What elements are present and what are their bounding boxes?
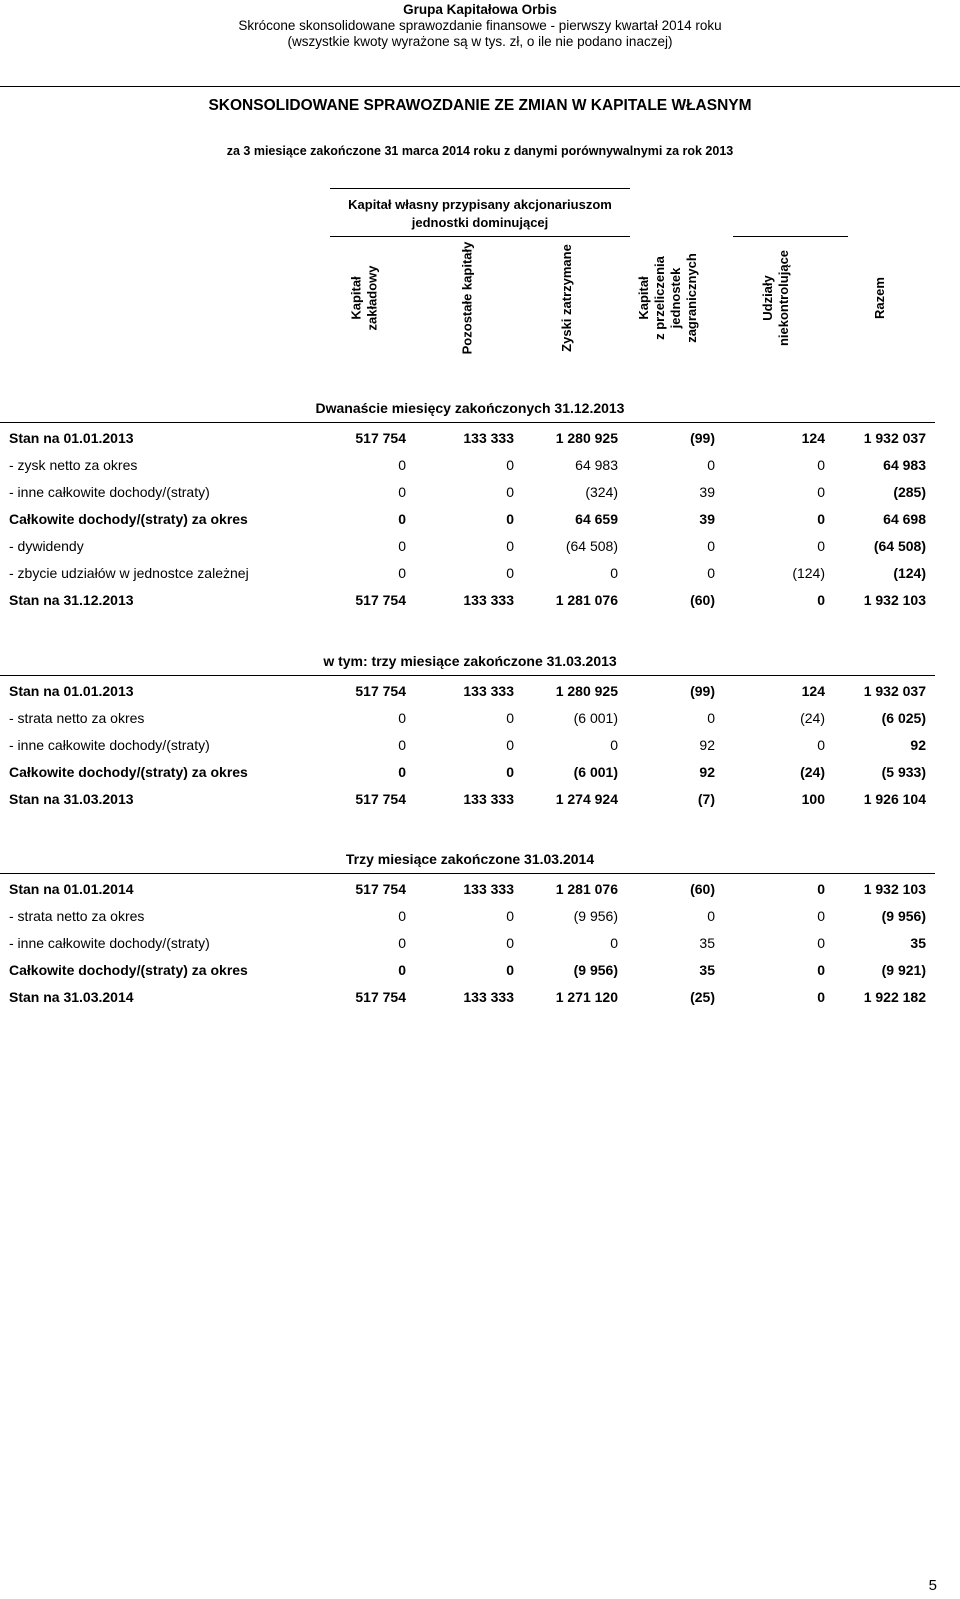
cell-value: 1 922 182 <box>863 989 926 1005</box>
cell-value: 0 <box>610 935 618 951</box>
row-label: Stan na 31.03.2013 <box>9 791 134 807</box>
cell-value: 0 <box>506 908 514 924</box>
cell-value: (7) <box>697 791 715 807</box>
cell-value: 0 <box>398 962 406 978</box>
cell-value: (99) <box>690 430 715 446</box>
group-header: Kapitał własny przypisany akcjonariuszom jednostki dominującej <box>348 197 612 230</box>
row-label: Całkowite dochody/(straty) za okres <box>9 511 248 527</box>
cell-value: 0 <box>817 962 825 978</box>
cell-value: 64 659 <box>575 511 618 527</box>
cell-value: 35 <box>699 962 715 978</box>
cell-value: 0 <box>506 935 514 951</box>
header-rule <box>0 86 960 87</box>
cell-value: 1 271 120 <box>555 989 618 1005</box>
column-header-2: Pozostałe kapitały <box>458 241 474 355</box>
cell-value: 0 <box>506 457 514 473</box>
cell-value: (60) <box>690 592 715 608</box>
cell-value: 0 <box>398 935 406 951</box>
cell-value: 133 333 <box>463 989 514 1005</box>
table-row <box>0 710 960 730</box>
cell-value: 92 <box>699 764 715 780</box>
cell-value: 1 932 037 <box>863 683 926 699</box>
column-header-5: Udziały niekontrolujące <box>760 249 792 347</box>
cell-value: 133 333 <box>463 592 514 608</box>
column-header-6: Razem <box>871 277 887 319</box>
cell-value: 133 333 <box>463 430 514 446</box>
cell-value: (6 001) <box>573 710 618 726</box>
statement-title: SKONSOLIDOWANE SPRAWOZDANIE ZE ZMIAN W KAPITALE WŁASNYM <box>208 97 752 114</box>
cell-value: 517 754 <box>355 592 406 608</box>
row-label: - strata netto za okres <box>9 908 145 924</box>
company-name: Grupa Kapitałowa Orbis <box>403 2 557 17</box>
cell-value: 0 <box>506 565 514 581</box>
table-row <box>0 791 960 811</box>
cell-value: 0 <box>398 565 406 581</box>
cell-value: 133 333 <box>463 683 514 699</box>
cell-value: 35 <box>910 935 926 951</box>
group-header-rule <box>330 188 630 189</box>
column-header-3: Zyski zatrzymane <box>558 244 574 352</box>
row-label: Całkowite dochody/(straty) za okres <box>9 764 248 780</box>
row-label: - dywidendy <box>9 538 84 554</box>
table-row <box>0 430 960 450</box>
cell-value: 0 <box>506 511 514 527</box>
section-title: w tym: trzy miesiące zakończone 31.03.2013 <box>323 653 617 669</box>
cell-value: 0 <box>707 710 715 726</box>
cell-value: 0 <box>817 935 825 951</box>
cell-value: 0 <box>817 592 825 608</box>
table-row <box>0 683 960 703</box>
cell-value: (124) <box>893 565 926 581</box>
cell-value: 0 <box>817 538 825 554</box>
cell-value: (60) <box>690 881 715 897</box>
cell-value: 64 983 <box>883 457 926 473</box>
cell-value: 0 <box>707 457 715 473</box>
section-rule <box>0 422 935 423</box>
table-row <box>0 565 960 585</box>
cell-value: 1 932 103 <box>863 592 926 608</box>
report-name: Skrócone skonsolidowane sprawozdanie finansowe - pierwszy kwartał 2014 roku <box>238 18 722 33</box>
table-row <box>0 881 960 901</box>
cell-value: 64 698 <box>883 511 926 527</box>
cell-value: 133 333 <box>463 881 514 897</box>
row-label: Stan na 31.03.2014 <box>9 989 134 1005</box>
cell-value: 1 281 076 <box>555 592 618 608</box>
cell-value: (9 921) <box>881 962 926 978</box>
cell-value: (9 956) <box>573 962 618 978</box>
column-header-4: Kapitał z przeliczenia jednostek zagranicznych <box>635 253 699 343</box>
cell-value: 517 754 <box>355 683 406 699</box>
table-row <box>0 737 960 757</box>
cell-value: 0 <box>398 764 406 780</box>
cell-value: 0 <box>398 511 406 527</box>
cell-value: (24) <box>800 710 825 726</box>
row-label: Stan na 31.12.2013 <box>9 592 134 608</box>
table-row <box>0 764 960 784</box>
cell-value: 100 <box>801 791 825 807</box>
cell-value: 0 <box>398 710 406 726</box>
cell-value: (124) <box>792 565 825 581</box>
table-row <box>0 538 960 558</box>
column-header-1: Kapitał zakładowy <box>348 265 380 331</box>
cell-value: 92 <box>699 737 715 753</box>
table-row <box>0 511 960 531</box>
row-label: - inne całkowite dochody/(straty) <box>9 737 210 753</box>
row-label: - zysk netto za okres <box>9 457 138 473</box>
cell-value: 0 <box>506 710 514 726</box>
units-note: (wszystkie kwoty wyrażone są w tys. zł, o ile nie podano inaczej) <box>287 34 673 49</box>
cell-value: 0 <box>398 737 406 753</box>
cell-value: 0 <box>506 962 514 978</box>
cell-value: 0 <box>707 565 715 581</box>
table-row <box>0 908 960 928</box>
section-title: Dwanaście miesięcy zakończonych 31.12.2013 <box>315 400 625 416</box>
row-label: Całkowite dochody/(straty) za okres <box>9 962 248 978</box>
cell-value: 0 <box>817 908 825 924</box>
row-label: Stan na 01.01.2013 <box>9 430 134 446</box>
cell-value: 0 <box>506 538 514 554</box>
cell-value: 0 <box>506 484 514 500</box>
row-label: - inne całkowite dochody/(straty) <box>9 935 210 951</box>
cell-value: 92 <box>910 737 926 753</box>
table-row <box>0 484 960 504</box>
cell-value: 1 274 924 <box>555 791 618 807</box>
cell-value: 39 <box>699 511 715 527</box>
cell-value: 1 281 076 <box>555 881 618 897</box>
table-row <box>0 962 960 982</box>
page-number: 5 <box>928 1577 937 1594</box>
cell-value: 0 <box>817 989 825 1005</box>
cell-value: 0 <box>398 908 406 924</box>
cell-value: (6 001) <box>573 764 618 780</box>
nci-header-rule <box>733 236 848 237</box>
row-label: - zbycie udziałów w jednostce zależnej <box>9 565 249 581</box>
cell-value: (25) <box>690 989 715 1005</box>
cell-value: 0 <box>506 764 514 780</box>
cell-value: 64 983 <box>575 457 618 473</box>
cell-value: (285) <box>893 484 926 500</box>
cell-value: 0 <box>398 457 406 473</box>
row-label: - inne całkowite dochody/(straty) <box>9 484 210 500</box>
cell-value: 0 <box>398 538 406 554</box>
table-row <box>0 935 960 955</box>
cell-value: (6 025) <box>881 710 926 726</box>
cell-value: 0 <box>398 484 406 500</box>
cell-value: 0 <box>506 737 514 753</box>
cell-value: 124 <box>801 430 825 446</box>
row-label: - strata netto za okres <box>9 710 145 726</box>
table-row <box>0 592 960 612</box>
cell-value: 0 <box>817 737 825 753</box>
row-label: Stan na 01.01.2013 <box>9 683 134 699</box>
cell-value: 517 754 <box>355 430 406 446</box>
cell-value: 517 754 <box>355 791 406 807</box>
cell-value: 0 <box>817 457 825 473</box>
cell-value: 133 333 <box>463 791 514 807</box>
table-row <box>0 989 960 1009</box>
group-header-bottom-rule <box>330 236 630 237</box>
cell-value: (9 956) <box>573 908 618 924</box>
cell-value: (24) <box>800 764 825 780</box>
cell-value: 0 <box>610 565 618 581</box>
cell-value: 1 280 925 <box>555 430 618 446</box>
cell-value: (9 956) <box>881 908 926 924</box>
cell-value: (5 933) <box>881 764 926 780</box>
cell-value: 0 <box>610 737 618 753</box>
cell-value: 1 926 104 <box>863 791 926 807</box>
cell-value: 0 <box>817 881 825 897</box>
statement-subtitle: za 3 miesiące zakończone 31 marca 2014 roku z danymi porównywalnymi za rok 2013 <box>226 144 734 158</box>
cell-value: 1 932 037 <box>863 430 926 446</box>
cell-value: 1 932 103 <box>863 881 926 897</box>
cell-value: 1 280 925 <box>555 683 618 699</box>
row-label: Stan na 01.01.2014 <box>9 881 134 897</box>
cell-value: 517 754 <box>355 881 406 897</box>
section-title: Trzy miesiące zakończone 31.03.2014 <box>345 851 595 867</box>
cell-value: 39 <box>699 484 715 500</box>
cell-value: 517 754 <box>355 989 406 1005</box>
cell-value: 0 <box>707 538 715 554</box>
section-rule <box>0 873 935 874</box>
section-rule <box>0 675 935 676</box>
cell-value: 124 <box>801 683 825 699</box>
cell-value: (324) <box>585 484 618 500</box>
cell-value: 0 <box>817 484 825 500</box>
cell-value: (99) <box>690 683 715 699</box>
cell-value: 0 <box>817 511 825 527</box>
cell-value: 35 <box>699 935 715 951</box>
cell-value: (64 508) <box>565 538 618 554</box>
cell-value: 0 <box>707 908 715 924</box>
cell-value: (64 508) <box>873 538 926 554</box>
table-row <box>0 457 960 477</box>
